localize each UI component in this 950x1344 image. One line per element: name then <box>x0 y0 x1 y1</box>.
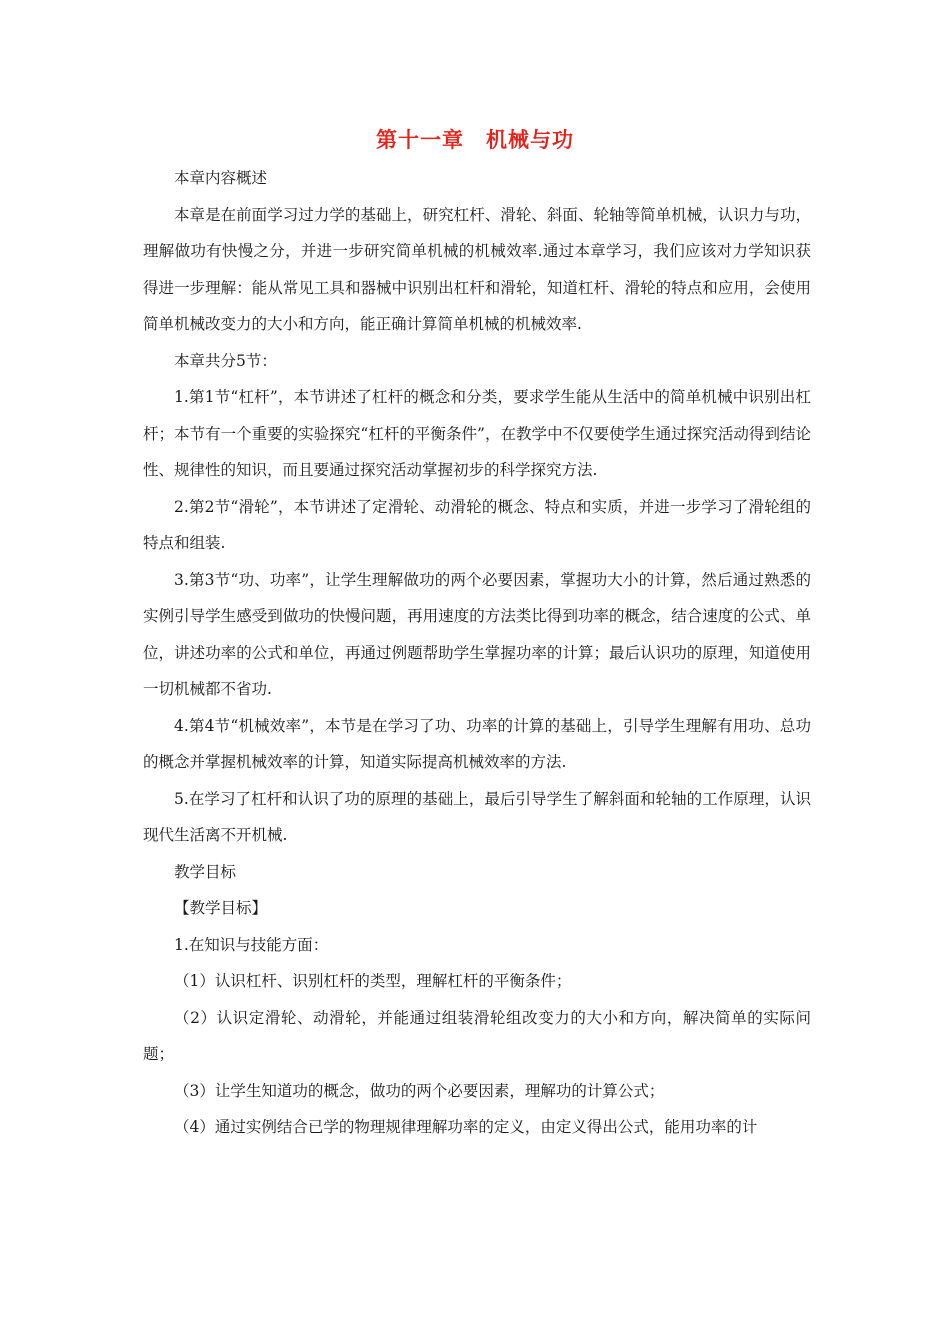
overview-heading: 本章内容概述 <box>174 169 268 187</box>
section-paragraph-2: 2.第2节“滑轮”，本节讲述了定滑轮、动滑轮的概念、特点和实质，并进一步学习了滑轮组的特点和组装. <box>143 497 811 552</box>
knowledge-item-1: （1）认识杠杆、识别杠杆的类型，理解杠杆的平衡条件； <box>174 972 572 990</box>
knowledge-item-3: （3）让学生知道功的概念，做功的两个必要因素，理解功的计算公式； <box>174 1081 665 1100</box>
document-body <box>143 160 811 1146</box>
goals-heading: 教学目标 <box>174 862 237 881</box>
knowledge-item-4: （4）通过实例结合已学的物理规律理解功率的定义，由定义得出公式，能用功率的计 <box>174 1118 758 1136</box>
chapter-title: 第十一章 机械与功 <box>376 127 574 152</box>
knowledge-heading: 1.在知识与技能方面： <box>174 935 329 954</box>
section-paragraph-1: 1.第1节“杠杆”，本节讲述了杠杆的概念和分类，要求学生能从生活中的简单机械中识别出杠杆；本节有一个重要的实验探究“杠杆的平衡条件”，在教学中不仅要使学生通过探究活动得到结论性、规律性的知识，而且要通过探究活动掌握初步的科学探究方法. <box>143 388 811 479</box>
goals-subheading: 【教学目标】 <box>174 899 268 917</box>
sections-intro: 本章共分5节： <box>174 351 277 370</box>
section-paragraph-5: 5.在学习了杠杆和认识了功的原理的基础上，最后引导学生了解斜面和轮轴的工作原理，认识现代生活离不开机械. <box>143 789 811 844</box>
section-paragraph-4: 4.第4节“机械效率”，本节是在学习了功、功率的计算的基础上，引导学生理解有用功、总功的概念并掌握机械效率的计算，知道实际提高机械效率的方法. <box>143 716 811 771</box>
section-paragraph-3: 3.第3节“功、功率”，让学生理解做功的两个必要因素，掌握功大小的计算，然后通过熟悉的实例引导学生感受到做功的快慢问题，再用速度的方法类比得到功率的概念，结合速度的公式、单位，讲述功率的公式和单位，再通过例题帮助学生掌握功率的计算；最后认识功的原理，知道使用一切机械都不省功. <box>143 570 811 698</box>
knowledge-item-2: （2）认识定滑轮、动滑轮，并能通过组装滑轮组改变力的大小和方向，解决简单的实际问题； <box>143 1008 811 1063</box>
overview-paragraph: 本章是在前面学习过力学的基础上，研究杠杆、滑轮、斜面、轮轴等简单机械，认识力与功，理解做功有快慢之分，并进一步研究简单机械的机械效率.通过本章学习，我们应该对力学知识获得进一步理解：能从常见工具和器械中识别出杠杆和滑轮，知道杠杆、滑轮的特点和应用，会使用简单机械改变力的大小和方向，能正确计算简单机械的机械效率. <box>143 205 811 333</box>
